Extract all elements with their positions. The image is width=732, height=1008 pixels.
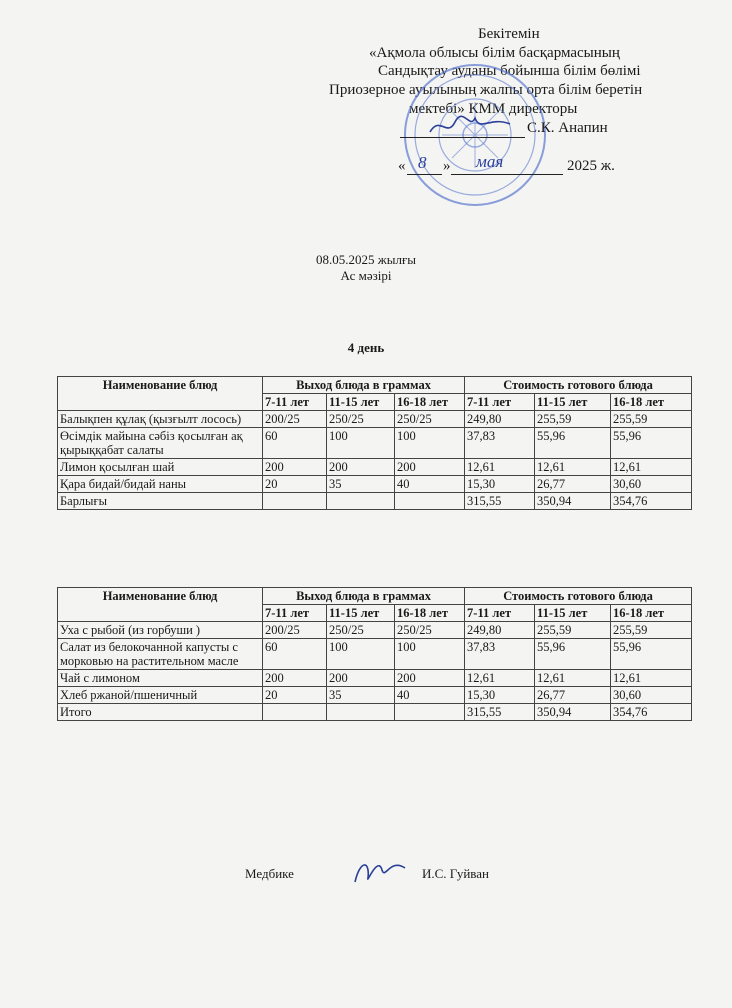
approval-line-5: мектебі» КММ директоры	[409, 101, 578, 117]
table-row	[58, 459, 692, 476]
cell: 100	[395, 639, 465, 670]
cell: 255,59	[611, 622, 692, 639]
approval-date-day: 8	[418, 153, 427, 172]
table-row	[58, 428, 692, 459]
cell: 30,60	[611, 687, 692, 704]
cell	[263, 704, 327, 721]
cell: 37,83	[465, 428, 535, 459]
approval-date-year: 2025 ж.	[567, 158, 615, 174]
approval-date-month-blank	[451, 157, 563, 175]
subcol-cost-7-11: 7-11 лет	[465, 605, 535, 622]
cell: 12,61	[611, 670, 692, 687]
cell: 250/25	[395, 622, 465, 639]
director-signature	[425, 110, 515, 140]
menu-table-ru	[57, 587, 692, 721]
cell: 26,77	[535, 687, 611, 704]
cell: 35	[327, 476, 395, 493]
cell: 40	[395, 687, 465, 704]
cell: 12,61	[611, 459, 692, 476]
dish-name: Итого	[58, 704, 263, 721]
cell: 30,60	[611, 476, 692, 493]
cell: 100	[327, 428, 395, 459]
dish-name: Қара бидай/бидай наны	[58, 476, 263, 493]
approval-line-3: Сандықтау ауданы бойынша білім бөлімі	[378, 63, 641, 79]
dish-name: Салат из белокочанной капусты с морковью на растительном масле	[58, 639, 263, 670]
col-dish-name: Наименование блюд	[58, 377, 263, 411]
cell: 250/25	[327, 622, 395, 639]
dish-name: Хлеб ржаной/пшеничный	[58, 687, 263, 704]
cell: 200	[395, 459, 465, 476]
subcol-cost-11-15: 11-15 лет	[535, 605, 611, 622]
cell: 350,94	[535, 493, 611, 510]
nurse-signature	[350, 850, 410, 890]
director-name: С.К. Анапин	[527, 120, 608, 136]
menu-date: 08.05.2025 жылғы	[315, 252, 417, 267]
approval-line-2: «Ақмола облысы білім басқармасының	[369, 45, 620, 61]
cell: 354,76	[611, 493, 692, 510]
cell: 249,80	[465, 622, 535, 639]
nurse-name: И.С. Гуйван	[422, 866, 489, 881]
approval-date-open: «	[398, 158, 406, 174]
col-yield: Выход блюда в граммах	[263, 377, 465, 394]
subcol-cost-16-18: 16-18 лет	[611, 394, 692, 411]
cell: 12,61	[535, 670, 611, 687]
cell: 60	[263, 639, 327, 670]
cell: 37,83	[465, 639, 535, 670]
cell: 60	[263, 428, 327, 459]
col-yield: Выход блюда в граммах	[263, 588, 465, 605]
dish-name: Балықпен құлақ (қызғылт лосось)	[58, 411, 263, 428]
cell	[263, 493, 327, 510]
subcol-cost-16-18: 16-18 лет	[611, 605, 692, 622]
cell: 255,59	[535, 411, 611, 428]
table-row	[58, 687, 692, 704]
subcol-yield-11-15: 11-15 лет	[327, 394, 395, 411]
cell: 315,55	[465, 493, 535, 510]
cell: 249,80	[465, 411, 535, 428]
cell	[327, 493, 395, 510]
cell: 255,59	[611, 411, 692, 428]
cell: 255,59	[535, 622, 611, 639]
col-cost: Стоимость готового блюда	[465, 588, 692, 605]
approval-line-4: Приозерное ауылының жалпы орта білім беретін	[329, 82, 643, 98]
cell: 26,77	[535, 476, 611, 493]
cell: 200	[327, 670, 395, 687]
subcol-yield-16-18: 16-18 лет	[395, 605, 465, 622]
cell: 200	[395, 670, 465, 687]
cell: 200	[263, 459, 327, 476]
subcol-yield-16-18: 16-18 лет	[395, 394, 465, 411]
table-row	[58, 411, 692, 428]
cell: 200	[327, 459, 395, 476]
cell: 100	[327, 639, 395, 670]
approval-date-month: мая	[476, 152, 504, 171]
table-row	[58, 622, 692, 639]
cell	[327, 704, 395, 721]
subcol-cost-7-11: 7-11 лет	[465, 394, 535, 411]
cell: 15,30	[465, 476, 535, 493]
dish-name: Уха с рыбой (из горбуши )	[58, 622, 263, 639]
dish-name: Чай с лимоном	[58, 670, 263, 687]
table-row	[58, 476, 692, 493]
cell: 354,76	[611, 704, 692, 721]
cell: 250/25	[395, 411, 465, 428]
cell: 55,96	[535, 639, 611, 670]
subcol-cost-11-15: 11-15 лет	[535, 394, 611, 411]
cell: 315,55	[465, 704, 535, 721]
col-dish-name: Наименование блюд	[58, 588, 263, 622]
approval-date-close: »	[443, 158, 451, 174]
menu-table-kz	[57, 376, 692, 510]
table-row	[58, 639, 692, 670]
cell: 200	[263, 670, 327, 687]
cell: 12,61	[465, 670, 535, 687]
col-cost: Стоимость готового блюда	[465, 377, 692, 394]
nurse-role: Медбике	[245, 866, 294, 881]
cell: 200/25	[263, 411, 327, 428]
cell: 55,96	[611, 639, 692, 670]
table-row-total	[58, 493, 692, 510]
subcol-yield-11-15: 11-15 лет	[327, 605, 395, 622]
cell: 55,96	[535, 428, 611, 459]
menu-day: 4 день	[347, 340, 385, 355]
cell: 15,30	[465, 687, 535, 704]
cell: 40	[395, 476, 465, 493]
cell: 55,96	[611, 428, 692, 459]
cell: 35	[327, 687, 395, 704]
subcol-yield-7-11: 7-11 лет	[263, 605, 327, 622]
cell: 200/25	[263, 622, 327, 639]
cell: 20	[263, 476, 327, 493]
cell	[395, 493, 465, 510]
table-row	[58, 670, 692, 687]
dish-name: Барлығы	[58, 493, 263, 510]
table-row-total	[58, 704, 692, 721]
approval-line-1: Бекітемін	[478, 26, 540, 42]
subcol-yield-7-11: 7-11 лет	[263, 394, 327, 411]
cell: 12,61	[535, 459, 611, 476]
cell	[395, 704, 465, 721]
cell: 350,94	[535, 704, 611, 721]
cell: 100	[395, 428, 465, 459]
dish-name: Лимон қосылған шай	[58, 459, 263, 476]
cell: 12,61	[465, 459, 535, 476]
menu-title: Ас мәзірі	[340, 268, 392, 283]
cell: 250/25	[327, 411, 395, 428]
dish-name: Өсімдік майына сәбіз қосылған ақ қырыққабат салаты	[58, 428, 263, 459]
cell: 20	[263, 687, 327, 704]
